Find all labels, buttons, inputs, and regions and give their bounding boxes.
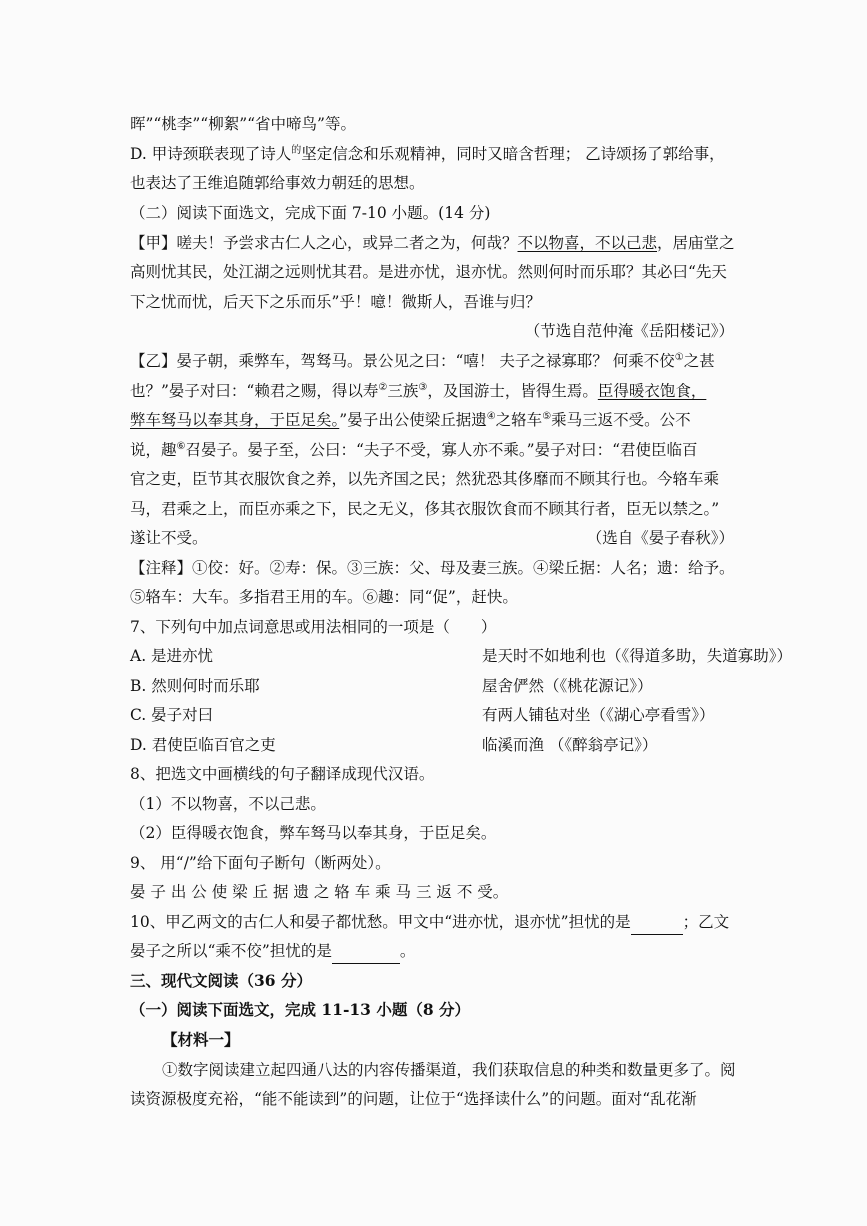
question-7: 7、下列句中加点词意思或用法相同的一项是（ ） [130, 618, 497, 636]
underlined-sentence: 不以物喜，不以己悲 [517, 234, 658, 252]
passage-jia-line: 【甲】嗟夫！予尝求古仁人之心，或异二者之为，何哉？不以物喜，不以己悲，居庙堂之 [130, 234, 735, 252]
material-text-line: ①数字阅读建立起四通八达的内容传播渠道，我们获取信息的种类和数量更多了。阅 [162, 1061, 736, 1079]
passage-yi-line: 遂让不受。 [130, 529, 208, 547]
option-d-line: D. 甲诗颈联表现了诗人$^的$坚定信念和乐观精神，同时又暗含哲理； 乙诗颂扬了郭给事， [130, 145, 725, 163]
question-8: 8、把选文中画横线的句子翻译成现代汉语。 [130, 765, 435, 783]
question-10: 10、甲乙两文的古仁人和晏子都忧愁。甲文中“进亦忧，退亦忧”担忧的是 ；乙文 [130, 912, 729, 935]
passage-jia-line: 下之忧而忧，后天下之乐而乐”乎！噫！微斯人，吾谁与归？ [130, 293, 541, 311]
passage-yi-line: 弊车驽马以奉其身，于臣足矣。”晏子出公使梁丘据遗④之辂车⑤乘马三返不受。公不 [130, 411, 691, 429]
underlined-sentence: 臣得暖衣饱食， [597, 382, 707, 400]
source-citation: （节选自范仲淹《岳阳楼记》） [524, 322, 734, 340]
passage-yi-line: 【乙】晏子朝，乘弊车，驾驽马。景公见之曰：“嘻！ 夫子之禄寡耶？ 何乘不佼①之甚 [130, 352, 715, 370]
section-heading: （二）阅读下面选文，完成下面 7-10 小题。(14 分) [130, 204, 491, 222]
passage-yi-line: 官之吏，臣节其衣服饮食之养，以先齐国之民；然犹恐其侈靡而不顾其行也。今辂车乘 [130, 470, 720, 488]
passage-yi-line: 马，君乘之上，而臣亦乘之下，民之无义，侈其衣服饮食而不顾其行者，臣无以禁之。” [130, 500, 720, 518]
notes-line: 【注释】①佼：好。②寿：保。③三族：父、母及妻三族。④梁丘据：人名；遗：给予。 [130, 559, 735, 577]
section-heading: （一）阅读下面选文，完成 11-13 小题（8 分） [130, 1000, 471, 1019]
option-b: B. 然则何时而乐耶 屋舍俨然（《桃花源记》） [130, 677, 653, 695]
question-8-item-2: （2）臣得暖衣饱食，弊车驽马以奉其身，于臣足矣。 [130, 824, 497, 842]
text-line: 也表达了王维追随郭给事效力朝廷的思想。 [130, 174, 425, 192]
answer-blank[interactable] [631, 914, 683, 935]
material-heading: 【材料一】 [162, 1030, 240, 1049]
question-10: 晏子之所以“乘不佼”担忧的是 。 [130, 941, 415, 964]
question-9: 9、 用“/”给下面句子断句（断两处）。 [130, 854, 391, 872]
passage-yi-line: 说，趣⑥召晏子。晏子至，公曰：“夫子不受，寡人亦不乘。”晏子对曰：“君使臣临百 [130, 441, 698, 459]
question-8-item-1: （1）不以物喜，不以己悲。 [130, 795, 326, 813]
question-9-sentence: 晏 子 出 公 使 梁 丘 据 遗 之 辂 车 乘 马 三 返 不 受。 [130, 883, 509, 901]
text-line: 晖”“桃李”“柳絮”“省中啼鸟”等。 [130, 115, 356, 133]
answer-blank[interactable] [332, 943, 400, 964]
passage-jia-line: 高则忧其民，处江湖之远则忧其君。是进亦忧，退亦忧。然则何时而乐耶？其必曰“先天 [130, 263, 727, 281]
passage-yi-line: 也？”晏子对曰：“赖君之赐，得以寿②三族③，及国游士，皆得生焉。臣得暖衣饱食， [130, 382, 707, 400]
source-citation: （选自《晏子春秋》） [586, 529, 734, 547]
option-c: C. 晏子对曰 有两人铺毡对坐（《湖心亭看雪》） [130, 706, 715, 724]
material-text-line: 读资源极度充裕，“能不能读到”的问题，让位于“选择读什么”的问题。面对“乱花渐 [130, 1090, 697, 1108]
option-d: D. 君使臣临百官之吏 临溪而渔 （《醉翁亭记》） [130, 736, 658, 754]
option-a: A. 是进亦忧 是天时不如地利也（《得道多助，失道寡助》） [130, 647, 793, 665]
section-heading: 三、现代文阅读（36 分） [130, 971, 312, 990]
underlined-sentence: 弊车驽马以奉其身，于臣足矣。 [130, 411, 340, 429]
notes-line: ⑤辂车：大车。多指君王用的车。⑥趣：同“促”，赶快。 [130, 588, 518, 606]
